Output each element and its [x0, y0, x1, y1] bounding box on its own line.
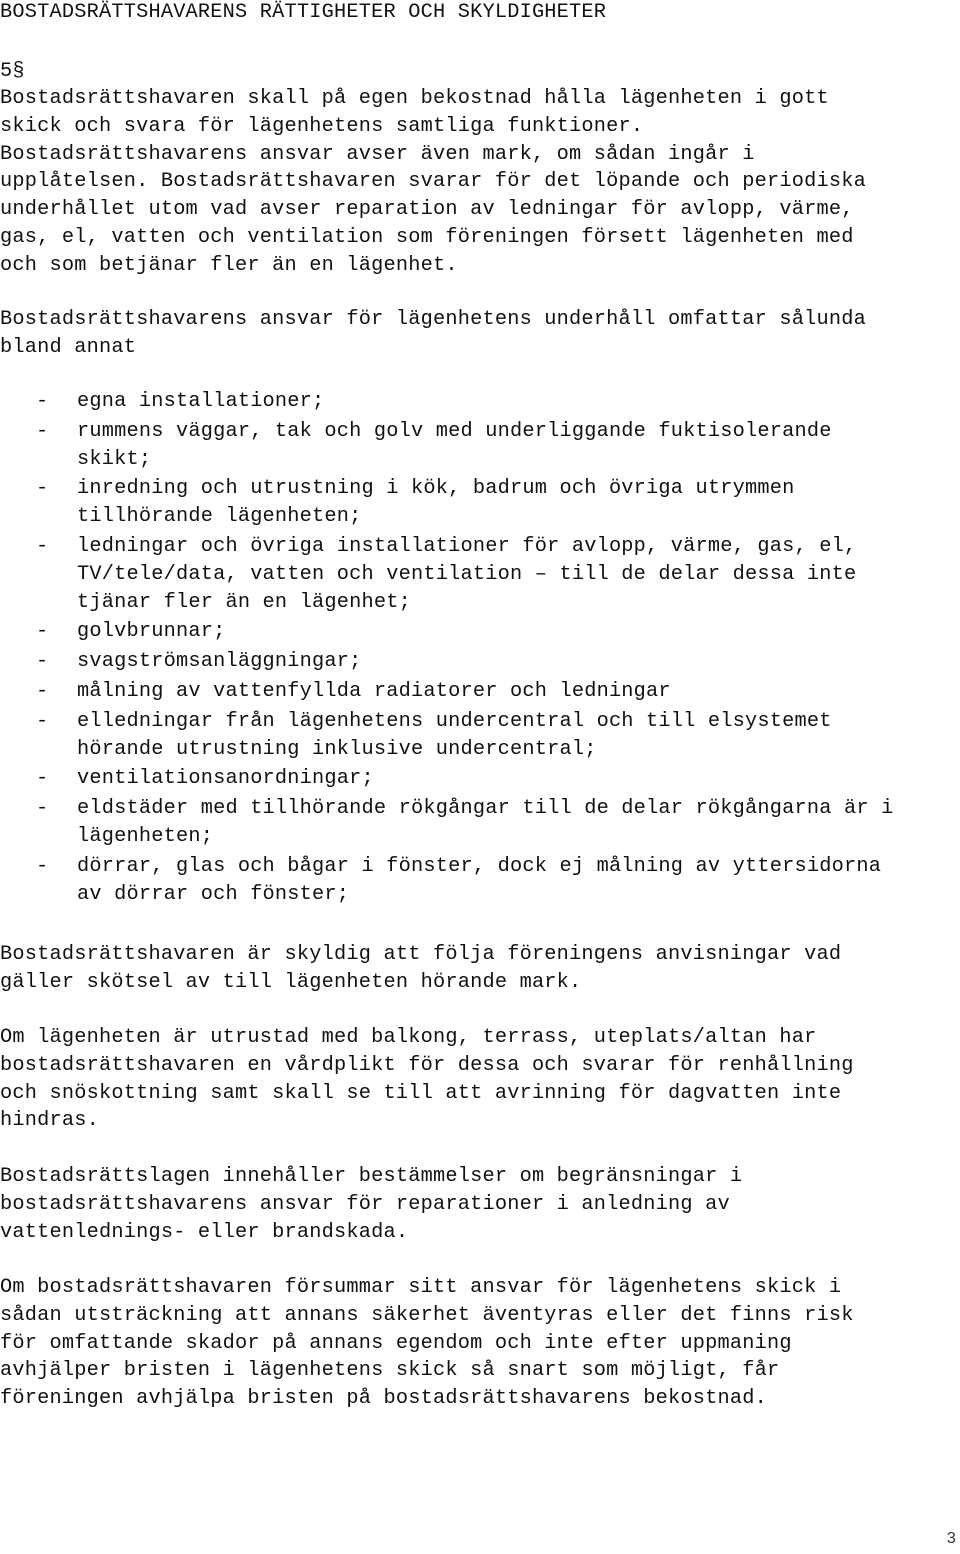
section-number: 5§	[0, 60, 25, 83]
list-item-text: rummens väggar, tak och golv med underliggande fuktisolerande skikt;	[77, 419, 832, 471]
list-item-text: elledningar från lägenhetens undercentral och till elsystemet hörande utrustning inklusive undercentral;	[77, 709, 832, 761]
list-item-text: målning av vattenfyllda radiatorer och ledningar	[77, 679, 671, 703]
list-item-text: dörrar, glas och bågar i fönster, dock ej målning av yttersidorna av dörrar och fönster;	[77, 854, 882, 906]
list-item-text: eldstäder med tillhörande rökgångar till de delar rökgångarna är i lägenheten;	[77, 797, 894, 848]
list-item	[0, 533, 957, 616]
list-item-text: svagströmsanläggningar;	[77, 650, 362, 674]
list-dash: -	[36, 854, 49, 878]
list-item	[0, 388, 957, 416]
list-item	[0, 678, 957, 706]
list-item-text: golvbrunnar;	[77, 620, 226, 644]
list-item	[0, 708, 957, 764]
list-item-text: ledningar och övriga installationer för avlopp, värme, gas, el, TV/tele/data, vatten och ventilation – till de delar dessa inte tjänar fler än en lägenhet;	[77, 534, 857, 614]
list-item	[0, 475, 957, 531]
page-number: 3	[946, 1530, 956, 1547]
list-dash: -	[36, 620, 49, 644]
list-item-text: egna installationer;	[77, 390, 325, 413]
list-dash: -	[36, 797, 49, 821]
list-dash: -	[36, 534, 49, 558]
list-item-text: inredning och utrustning i kök, badrum och övriga utrymmen tillhörande lägenheten;	[77, 477, 795, 529]
paragraph-responsibility-scope: Bostadsrättshavarens ansvar för lägenhetens underhåll omfattar sålunda bland annat	[0, 308, 866, 359]
list-dash: -	[36, 709, 49, 733]
document-heading: BOSTADSRÄTTSHAVARENS RÄTTIGHETER OCH SKYLDIGHETER	[0, 1, 607, 24]
paragraph-maintenance-responsibility: Bostadsrättshavaren skall på egen bekostnad hålla lägenheten i gott skick och svara för lägenhetens samtliga funktioner. Bostadsrättshavarens ansvar avser även mark, om sådan ingår i upplåtelsen. Bostadsrättshavaren svarar för det löpande och periodiska underhållet utom vad avser reparation av ledningar för avlopp, värme, gas, el, vatten och ventilation som föreningen försett lägenheten med och som betjänar fler än en lägenhet.	[0, 87, 866, 277]
responsibility-list	[0, 388, 960, 910]
list-dash: -	[36, 650, 49, 674]
paragraph-law-limitations: Bostadsrättslagen innehåller bestämmelser om begränsningar i bostadsrättshavarens ansvar för reparationer i anledning av vattenlednings- eller brandskada.	[0, 1165, 743, 1244]
list-item	[0, 618, 957, 646]
list-item	[0, 418, 957, 474]
list-item	[0, 648, 957, 676]
list-item	[0, 853, 957, 909]
paragraph-neglect-consequences: Om bostadsrättshavaren försummar sitt ansvar för lägenhetens skick i sådan utsträckning att annans säkerhet äventyras eller det finns risk för omfattande skador på annans egendom och inte efter uppmaning avhjälper bristen i lägenhetens skick så snart som möjligt, får föreningen avhjälpa bristen på bostadsrättshavarens bekostnad.	[0, 1276, 854, 1411]
paragraph-ground-care: Bostadsrättshavaren är skyldig att följa föreningens anvisningar vad gäller skötsel av till lägenheten hörande mark.	[0, 943, 842, 994]
list-item	[0, 795, 957, 851]
list-item-text: ventilationsanordningar;	[77, 767, 374, 791]
list-dash: -	[36, 419, 49, 443]
list-dash: -	[36, 477, 49, 501]
list-item	[0, 765, 957, 793]
list-dash: -	[36, 767, 49, 791]
list-dash: -	[36, 390, 49, 413]
list-dash: -	[36, 679, 49, 703]
paragraph-balcony-care: Om lägenheten är utrustad med balkong, terrass, uteplats/altan har bostadsrättshavaren en vårdplikt för dessa och svarar för renhållning och snöskottning samt skall se till att avrinning för dagvatten inte hindras.	[0, 1026, 854, 1133]
